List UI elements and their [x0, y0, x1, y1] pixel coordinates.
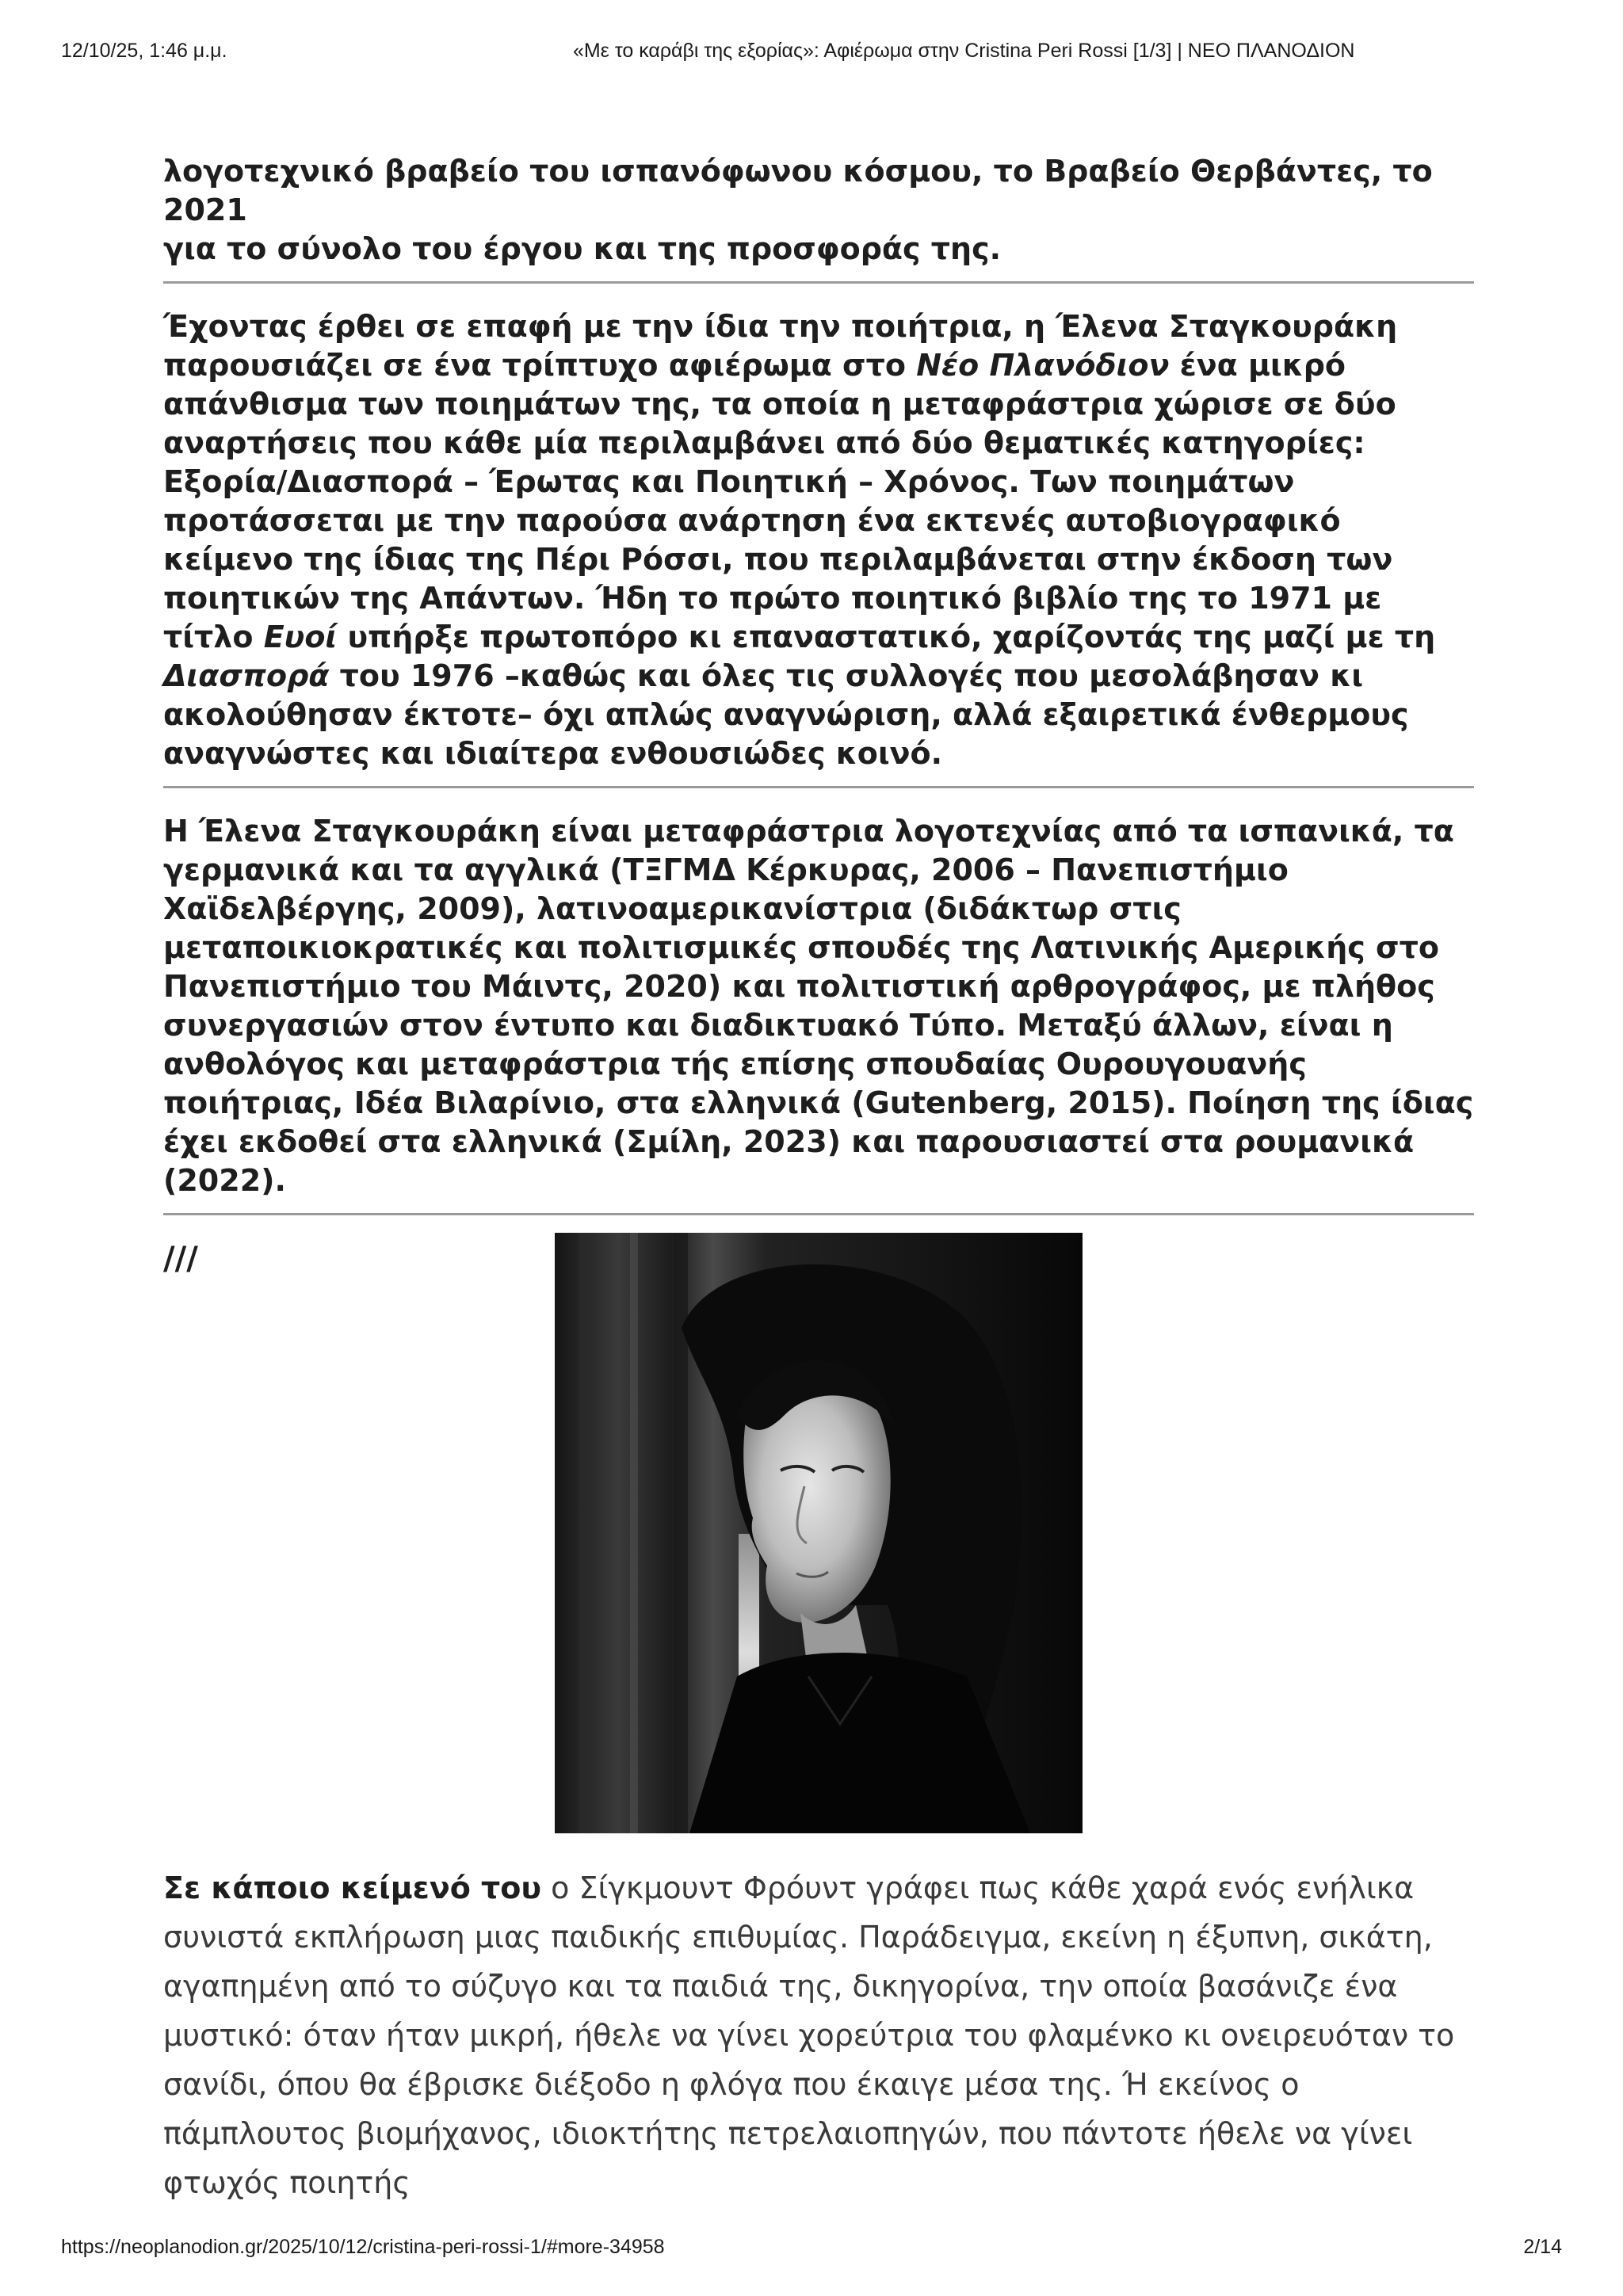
- print-page-number: 2/14: [1523, 2236, 1562, 2258]
- translator-bio-paragraph: Η Έλενα Σταγκουράκη είναι μεταφράστρια λογοτεχνίας από τα ισπανικά, τα γερμανικά και τα αγγλικά (ΤΞΓΜΔ Κέρκυρας, 2006 – Πανεπιστήμιο Χαϊδελβέργης, 2009), λατινοαμερικανίστρια (διδάκτωρ στις μεταποικιοκρατικές και πολιτισμικές σπουδές της Λατινικής Αμερικής στο Πανεπιστήμιο του Μάιντς, 2020) και πολιτιστική αρθρογράφος, με πλήθος συνεργασιών στον έντυπο και διαδικτυακό Τύπο. Μεταξύ άλλων, είναι η ανθολόγος και μεταφράστρια τής επίσης σπουδαίας Ουρουγουανής ποιήτριας, Ιδέα Βιλαρίνιο, στα ελληνικά (Gutenberg, 2015). Ποίηση της ίδιας έχει εκδοθεί στα ελληνικά (Σμίλη, 2023) και παρουσιαστεί στα ρουμανικά (2022).: [163, 814, 1474, 1198]
- intro-tail-line-2: για το σύνολο του έργου και της προσφοράς της.: [163, 231, 1002, 266]
- intro-tail-paragraph: [163, 152, 1474, 269]
- presentation-text-1: Έχοντας έρθει σε επαφή με την ίδια την ποιήτρια, η Έλενα Σταγκουράκη παρουσιάζει σε ένα τρίπτυχο αφιέρωμα στο: [163, 309, 1398, 383]
- essay-opening-text: ο Σίγκμουντ Φρόυντ γράφει πως κάθε χαρά ενός ενήλικα συνιστά εκπλήρωση μιας παιδικής επιθυμίας. Παράδειγμα, εκείνη η έξυπνη, σικάτη, αγαπημένη από το σύζυγο και τα παιδιά της, δικηγορίνα, την οποία βασάνιζε ένα μυστικό: όταν ήταν μικρή, ήθελε να γίνει χορεύτρια του φλαμένκο κι ονειρευόταν το σανίδι, όπου θα έβρισκε διέξοδο η φλόγα που έκαιγε μέσα της. Ή εκείνος ο πάμπλουτος βιομήχανος, ιδιοκτήτης πετρελαιοπηγών, που πάντοτε ήθελε να γίνει φτωχός ποιητής: [163, 1871, 1455, 2200]
- section-divider: [163, 1213, 1474, 1215]
- article-content: [163, 152, 1474, 1279]
- print-footer: [61, 2236, 1562, 2267]
- print-url: https://neoplanodion.gr/2025/10/12/cristina-peri-rossi-1/#more-34958: [61, 2236, 665, 2258]
- presentation-text-2: ένα μικρό απάνθισμα των ποιημάτων της, τα οποία η μεταφράστρια χώρισε σε δύο αναρτήσεις που κάθε μία περιλαμβάνει από δύο θεματικές κατηγορίες: Εξορία/Διασπορά – Έρωτας και Ποιητική – Χρόνος. Των ποιημάτων προτάσσεται με την παρούσα ανάρτηση ένα εκτενές αυτοβιογραφικό κείμενο της ίδιας της Πέρι Ρόσσι, που περιλαμβάνεται στην έκδοση των ποιητικών της Απάντων. Ήδη το πρώτο ποιητικό βιβλίο της το 1971 με τίτλο: [163, 348, 1396, 654]
- portrait-image: [555, 1233, 1083, 1833]
- section-divider: [163, 786, 1474, 788]
- print-page-title: «Με το καράβι της εξορίας»: Αφιέρωμα στην Cristina Peri Rossi [1/3] | ΝΕΟ ΠΛΑΝΟΔΙΟΝ: [573, 40, 1355, 62]
- book-title-evoi: Ευοί: [263, 620, 338, 654]
- book-title-diaspora: Διασπορά: [163, 658, 330, 693]
- essay-opening-paragraph: [163, 1863, 1479, 2207]
- essay-bold-lead: Σε κάποιο κείμενό του: [163, 1871, 542, 1905]
- section-divider: [163, 281, 1474, 284]
- author-portrait-photo: [555, 1233, 1083, 1833]
- print-datetime: 12/10/25, 1:46 μ.μ.: [61, 40, 227, 62]
- print-header: [61, 40, 1562, 71]
- presentation-paragraph: [163, 307, 1474, 773]
- intro-tail-line-1: λογοτεχνικό βραβείο του ισπανόφωνου κόσμου, το Βραβείο Θερβάντες, το 2021: [163, 154, 1433, 227]
- presentation-text-3: υπήρξε πρωτοπόρο κι επαναστατικό, χαρίζοντάς της μαζί με τη: [337, 620, 1436, 654]
- journal-title: Νέο Πλανόδιον: [916, 348, 1170, 383]
- section-separator-slashes: ///: [163, 1241, 198, 1277]
- presentation-text-4: του 1976 –καθώς και όλες τις συλλογές που μεσολάβησαν κι ακολούθησαν έκτοτε– όχι απλώς αναγνώριση, αλλά εξαιρετικά ένθερμους αναγνώστες και ιδιαίτερα ενθουσιώδες κοινό.: [163, 658, 1409, 771]
